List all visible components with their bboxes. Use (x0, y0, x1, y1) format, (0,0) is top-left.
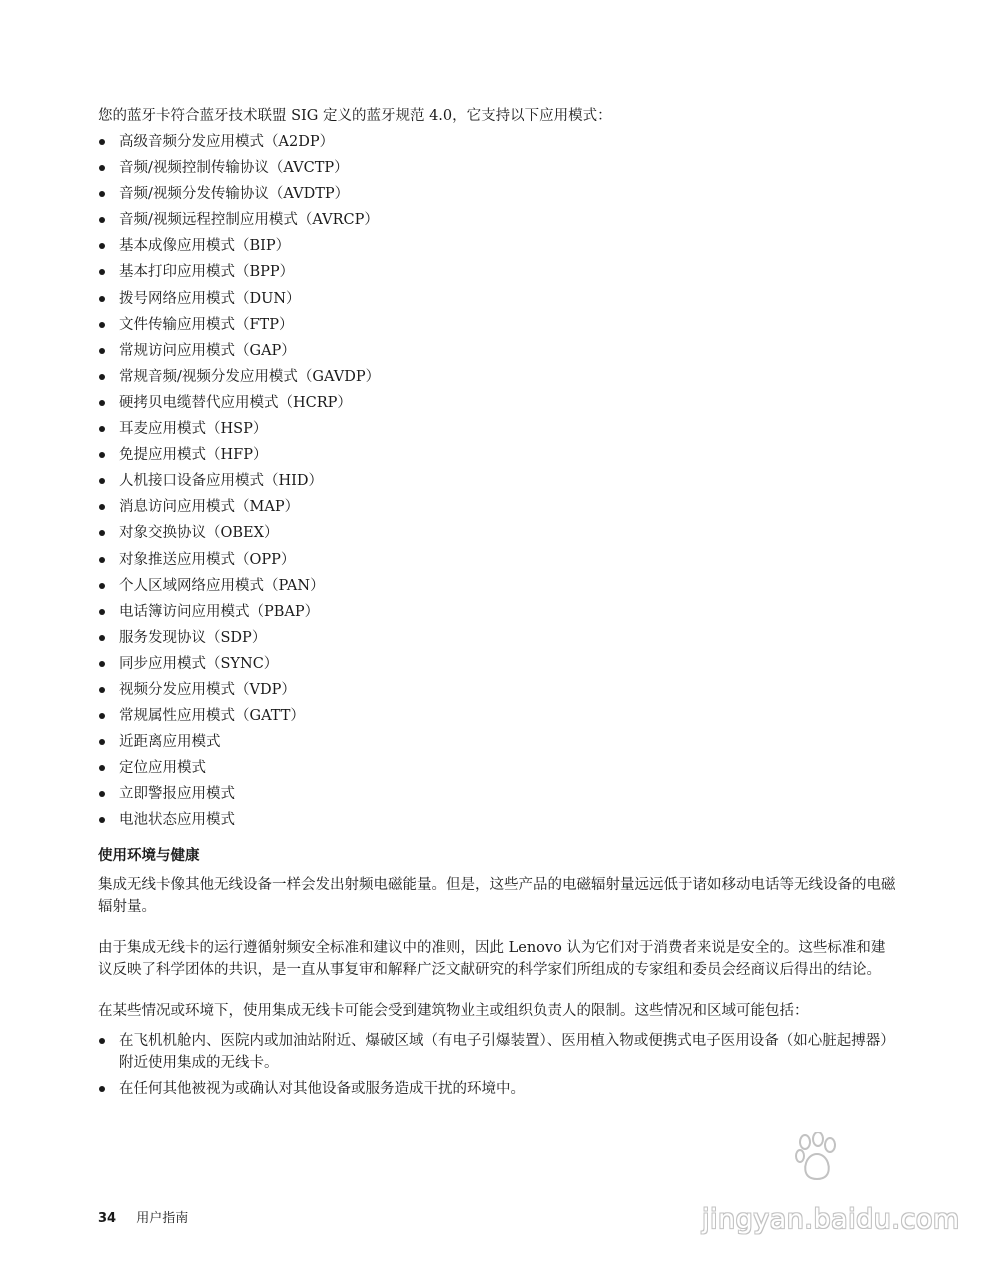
bullet-icon (99, 296, 105, 302)
profile-list-item (98, 755, 898, 781)
restriction-list (98, 1030, 898, 1100)
profile-list-item (98, 416, 898, 442)
bullet-icon (99, 739, 105, 745)
profile-list-item (98, 155, 898, 181)
profile-list-item (98, 259, 898, 285)
profile-list-item (98, 390, 898, 416)
profile-list-item (98, 207, 898, 233)
profile-name: 基本打印应用模式（BPP） (119, 264, 295, 281)
page-number: 34 (98, 1211, 117, 1226)
paragraph: 在某些情况或环境下，使用集成无线卡可能会受到建筑物业主或组织负责人的限制。这些情况和区域可能包括： (98, 1002, 809, 1019)
profile-name: 音频/视频远程控制应用模式（AVRCP） (119, 212, 379, 229)
profile-name: 免提应用模式（HFP） (119, 447, 268, 464)
profile-name: 常规访问应用模式（GAP） (119, 342, 296, 359)
profile-name: 拨号网络应用模式（DUN） (119, 290, 301, 307)
watermark-url: jingyan.baidu.com (702, 1204, 960, 1235)
profile-name: 文件传输应用模式（FTP） (119, 316, 294, 333)
profile-list-item (98, 181, 898, 207)
bullet-icon (99, 139, 105, 145)
intro-text: 您的蓝牙卡符合蓝牙技术联盟 SIG 定义的蓝牙规范 4.0，它支持以下应用模式： (98, 108, 612, 124)
bullet-icon (99, 791, 105, 797)
profile-name: 服务发现协议（SDP） (119, 629, 267, 646)
list-item-text: 在任何其他被视为或确认对其他设备或服务造成干扰的环境中。 (119, 1080, 525, 1097)
profile-list-item (98, 286, 898, 312)
list-item-text: 在飞机机舱内、医院内或加油站附近、爆破区域（有电子引爆装置）、医用植入物或便携式电子医用设备（如心脏起搏器）附近使用集成的无线卡。 (119, 1032, 895, 1071)
profile-name: 对象推送应用模式（OPP） (119, 551, 296, 568)
page-footer (98, 1209, 188, 1229)
profile-list-item (98, 651, 898, 677)
bullet-icon (99, 217, 105, 223)
profile-name: 音频/视频分发传输协议（AVDTP） (119, 186, 350, 203)
paw-icon (794, 1132, 840, 1184)
bullet-icon (99, 374, 105, 380)
profile-name: 对象交换协议（OBEX） (119, 525, 279, 542)
bullet-icon (99, 583, 105, 589)
bullet-icon (99, 191, 105, 197)
profile-list-item (98, 312, 898, 338)
bullet-icon (99, 269, 105, 275)
profile-list-item (98, 494, 898, 520)
bullet-icon (99, 1086, 105, 1092)
profile-name: 视频分发应用模式（VDP） (119, 681, 296, 698)
profile-name: 近距离应用模式 (119, 734, 221, 751)
profile-list-item (98, 468, 898, 494)
bullet-icon (99, 400, 105, 406)
profile-list-item (98, 703, 898, 729)
bullet-icon (99, 635, 105, 641)
profile-name: 电池状态应用模式 (119, 812, 235, 829)
profile-name: 电话簿访问应用模式（PBAP） (119, 603, 320, 620)
bullet-icon (99, 687, 105, 693)
profile-list (98, 129, 898, 834)
profile-list-item (98, 729, 898, 755)
paragraph: 集成无线卡像其他无线设备一样会发出射频电磁能量。但是，这些产品的电磁辐射量远远低于诸如移动电话等无线设备的电磁辐射量。 (98, 876, 896, 915)
footer-title: 用户指南 (136, 1211, 189, 1226)
profile-list-item (98, 625, 898, 651)
profile-list-item (98, 599, 898, 625)
profile-list-item (98, 129, 898, 155)
paragraph: 由于集成无线卡的运行遵循射频安全标准和建议中的准则，因此 Lenovo 认为它们对于消费者来说是安全的。这些标准和建议反映了科学团体的共识，是一直从事复审和解释广泛文献研究的科学家们所组成的专家组和委员会经商议后得出的结论。 (98, 939, 886, 978)
bullet-icon (99, 478, 105, 484)
profile-list-item (98, 573, 898, 599)
profile-list-item (98, 807, 898, 833)
bullet-icon (99, 713, 105, 719)
profile-list-item (98, 520, 898, 546)
bullet-icon (99, 661, 105, 667)
bullet-icon (99, 322, 105, 328)
profile-list-item (98, 547, 898, 573)
profile-list-item (98, 781, 898, 807)
bullet-icon (99, 348, 105, 354)
profile-name: 定位应用模式 (119, 760, 206, 777)
profile-list-item (98, 677, 898, 703)
bullet-icon (99, 817, 105, 823)
profile-name: 基本成像应用模式（BIP） (119, 238, 291, 255)
document-page (98, 103, 898, 1104)
bullet-icon (99, 557, 105, 563)
profile-name: 个人区域网络应用模式（PAN） (119, 577, 325, 594)
profile-name: 硬拷贝电缆替代应用模式（HCRP） (119, 394, 352, 411)
bullet-icon (99, 426, 105, 432)
profile-name: 常规音频/视频分发应用模式（GAVDP） (119, 368, 381, 385)
bullet-icon (99, 765, 105, 771)
profile-name: 同步应用模式（SYNC） (119, 655, 279, 672)
profile-list-item (98, 442, 898, 468)
baidu-watermark (700, 1128, 960, 1258)
bullet-icon (99, 243, 105, 249)
bullet-icon (99, 504, 105, 510)
profile-name: 消息访问应用模式（MAP） (119, 499, 300, 516)
section-heading: 使用环境与健康 (98, 847, 200, 864)
profile-name: 常规属性应用模式（GATT） (119, 708, 305, 725)
profile-list-item (98, 338, 898, 364)
profile-name: 音频/视频控制传输协议（AVCTP） (119, 160, 349, 177)
bullet-icon (99, 452, 105, 458)
bullet-icon (99, 1038, 105, 1044)
profile-list-item (98, 233, 898, 259)
bullet-icon (99, 530, 105, 536)
bullet-icon (99, 609, 105, 615)
bullet-icon (99, 165, 105, 171)
profile-list-item (98, 364, 898, 390)
list-item (98, 1030, 898, 1074)
profile-name: 耳麦应用模式（HSP） (119, 421, 268, 438)
profile-name: 高级音频分发应用模式（A2DP） (119, 134, 335, 150)
profile-name: 立即警报应用模式 (119, 786, 235, 803)
profile-name: 人机接口设备应用模式（HID） (119, 473, 323, 490)
list-item (98, 1078, 898, 1100)
